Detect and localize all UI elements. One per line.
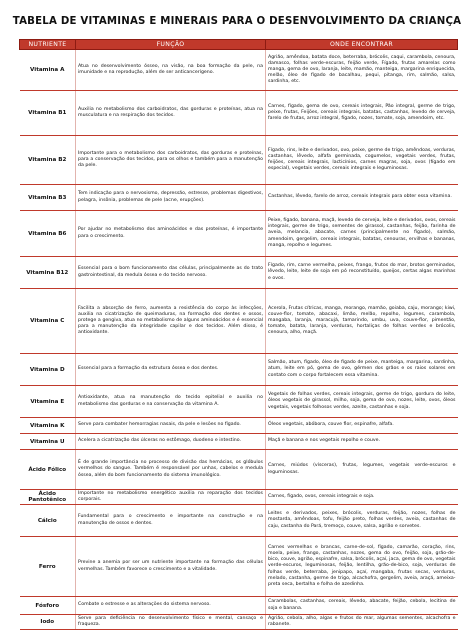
nutrient-sources: Peixe, fígado, banana, maçã, levedo de cerveja, leite e derivados, ovos, cereais integrais, germe de trigo, sementes de girassol, castanhas, feijão, farinha de aveia, melancia, abacate, carnes (principalmente no fígado), salmão, amendoim, gergelim, cereais integrais, batatas, cenouras, ervilhas e bananas, manga, repolho e legumes. <box>266 211 458 257</box>
nutrient-name: Vitamina E <box>20 386 76 418</box>
table-row <box>20 418 458 434</box>
nutrient-function: Importante para o metabolismo dos carboidratos, das gorduras e proteínas, para a conservação dos tecidos, para os olhos e também para a manutenção da pele. <box>76 136 266 185</box>
table-row <box>20 185 458 211</box>
nutrient-sources: Óleos vegetais, abóbora, couve flor, espinafre, alfafa. <box>266 418 458 434</box>
table-header-row <box>20 40 458 50</box>
nutrient-sources: Vegetais de folhas verdes, cereais integrais, germe de trigo, gordura do leite, óleos vegetais de girassol, milho, soja, gema de ovo, nozes, leite, ovos, óleos vegetais, vegetais folhosos verdes, azeite, castanhas e soja. <box>266 386 458 418</box>
nutrient-name: Iodo <box>20 615 76 630</box>
nutrient-name: Vitamina D <box>20 354 76 386</box>
nutrient-sources: Fígado, rins, leite e derivados, ovo, peixe, germe de trigo, amêndoas, verduras, castanhas, lêvedo, alfafa germinada, cogumelos, vegetais verdes, frutas, feijões, cereais integrais, lacticínios, carnes magras, soja, ovos (fígado em especial), vegetais verdes, cereais integrais e leguminosas. <box>266 136 458 185</box>
table-row <box>20 434 458 450</box>
table-row <box>20 537 458 597</box>
nutrient-sources: Fígado, rim, carne vermelha, peixes, frango, frutos do mar, brotos germinados, lêvedo, leite, leite de soja em pó reconstituído, queijos, certas algas marinhas e ovos. <box>266 257 458 289</box>
table-row <box>20 91 458 136</box>
nutrient-function: Essencial para o bom funcionamento das células, principalmente as do trato gastrointestinal, da medula óssea e do tecido nervoso. <box>76 257 266 289</box>
table-row <box>20 386 458 418</box>
nutrient-name: Vitamina A <box>20 50 76 91</box>
nutrient-name: Ferro <box>20 537 76 597</box>
nutrient-function: Auxilia no metabolismo dos carboidratos, das gorduras e proteínas, atua na musculatura e na respiração dos tecidos. <box>76 91 266 136</box>
nutrient-name: Vitamina B12 <box>20 257 76 289</box>
nutrient-sources: Carambolas, castanhas, cereais, lêvedo, abacate, feijão, cebola, lecitina de soja e banana. <box>266 597 458 615</box>
nutrient-sources: Carnes vermelhas e brancas, carne-de-sol, fígado, camarão, coração, rins, moela, peixe, frango, castanhas, nozes, gema do ovo, feijão, soja, grão-de-bico, couve, agrião, espinafre, salsa, brócolis, açaí, jaca, gema de ovo, vegetais verde-escuros, leguminosas, feijão, lentilha, grão-de-bico, soja, verduras de folhas verde, beterraba, jenipapo, açaí, mangaba, frutas secas, verduras, melado, castanha, germe de trigo, alcachofra, gergelim, aveia, araçá, ameixa-preta seca, bertalha e folha de azedinha. <box>266 537 458 597</box>
nutrient-function: É de grande importância no processo de divisão das hemácias, os glóbulos vermelhos do sangue. Também é responsável por unhas, cabelos e medula óssea, além do bom funcionamento do sistema imunológico. <box>76 450 266 490</box>
table-row <box>20 615 458 630</box>
nutrient-function: Previne a anemia por ser um nutriente importante na formação das células vermelhas. Também favorece o crescimento e a vitalidade. <box>76 537 266 597</box>
nutrient-name: Vitamina B6 <box>20 211 76 257</box>
nutrient-name: Cálcio <box>20 505 76 537</box>
header-onde: ONDE ENCONTRAR <box>266 40 458 50</box>
nutrient-name: Vitamina K <box>20 418 76 434</box>
nutrient-name: Vitamina U <box>20 434 76 450</box>
nutrient-name: Vitamina B3 <box>20 185 76 211</box>
nutrient-function: Serve para deficiência no desenvolvimento físico e mental, cansaço e fraqueza. <box>76 615 266 630</box>
table-row <box>20 450 458 490</box>
table-row <box>20 257 458 289</box>
nutrient-name: Fósforo <box>20 597 76 615</box>
nutrient-sources: Salmão, atum, fígado, óleo de fígado de peixe, manteiga, margarina, sardinha, atum, leite em pó, gema de ovo, gérmen dos grãos e os raios solares em contato com o corpo fortalecem essa vitamina. <box>266 354 458 386</box>
table-row <box>20 211 458 257</box>
header-nutriente: NUTRIENTE <box>20 40 76 50</box>
nutrient-function: Acelera a cicatrização das úlceras no estômago, duodeno e intestino. <box>76 434 266 450</box>
table-row <box>20 50 458 91</box>
nutrient-name: Vitamina B1 <box>20 91 76 136</box>
header-funcao: FUNÇÃO <box>76 40 266 50</box>
table-row <box>20 136 458 185</box>
nutrient-sources: Carnes, miúdos (vísceras), frutas, legumes, vegetais verde-escuros e leguminosas. <box>266 450 458 490</box>
nutrient-sources: Acerola, Frutas cítricas, manga, morango, mamão, goiaba, caju, morango; kiwi, couve-flor, tomate, abacaxi, limão, melão, repolho, legumes, carambola, mangaba, laranja, maracujá, tamarindo, umbu, uva, couve-flor, pimentão, tomate, batata, laranja, verduras, hortaliças de folhas verdes e brócolis, cenoura, alho, maçã. <box>266 289 458 354</box>
nutrient-function: Por ajudar no metabolismo dos aminoácidos e das proteínas, é importante para o crescimento. <box>76 211 266 257</box>
nutrient-function: Combate o estresse e as alterações do sistema nervoso. <box>76 597 266 615</box>
nutrient-sources: Carnes, fígado, ovos, cereais integrais e soja. <box>266 490 458 505</box>
nutrient-function: Fundamental para o crescimento e importante na construção e na manutenção de ossos e dentes. <box>76 505 266 537</box>
nutrient-name: Vitamina C <box>20 289 76 354</box>
nutrient-function: Essencial para a formação da estrutura óssea e dos dentes. <box>76 354 266 386</box>
table-row <box>20 289 458 354</box>
nutrient-sources: Agrião, amêndoa, batata doce, beterraba, brócolis, caqui, carambola, cenoura, damasco, folhas verde-escuras, feijão verde, Fígado, frutas amarelas como manga, gema de ovo, laranja, leite, mamão, manteiga, margarina enriquecida, melão, óleo de fígado de bacalhau, pequi, pitanga, rim, salmão, salsa, sardinha, etc. <box>266 50 458 91</box>
nutrient-sources: Maçã e banana e nos vegetais repolho e couve. <box>266 434 458 450</box>
nutrient-function: Tem indicação para o nervosismo, depressão, estresse, problemas digestivos, pelagra, insônia, problemas de pele (acne, erupções). <box>76 185 266 211</box>
nutrient-sources: Leites e derivados, peixes, brócolis, verduras, feijão, nozes, folhas de mostarda, amêndoas, tofu, feijão preto, folhas verdes, aveia, castanhas de caju, castanha do Pará, tremoço, couve, salsa, agrião e sorvetes. <box>266 505 458 537</box>
vitamins-table <box>19 39 458 630</box>
nutrient-function: Antioxidante, atua na manutenção do tecido epitelial e auxilia no metabolismo das gorduras e na conservação da vitamina A. <box>76 386 266 418</box>
table-row <box>20 490 458 505</box>
nutrient-function: Serve para combater hemorragias nasais, da pele e lesões no fígado. <box>76 418 266 434</box>
nutrient-name: Vitamina B2 <box>20 136 76 185</box>
table-row <box>20 354 458 386</box>
nutrient-function: Importante no metabolismo energético auxilia na reparação dos tecidos corporais. <box>76 490 266 505</box>
nutrient-sources: Agrião, cebola, alho, algas e frutos do mar, algumas sementes, alcachofra e rabanete. <box>266 615 458 630</box>
table-row <box>20 505 458 537</box>
nutrient-name: Ácido Pantotênico <box>20 490 76 505</box>
nutrient-name: Ácido Fólico <box>20 450 76 490</box>
nutrient-sources: Carnes, fígado, gema de ovo, cereais integrais, Pão integral, germe de trigo, peixe, frutas, Feijões, cereais integrais, batatas, castanhas, levedo de cerveja, farelo de frutas, arroz integral, fígado, nozes, tomate, soja, amendoim, etc. <box>266 91 458 136</box>
table-row <box>20 597 458 615</box>
nutrient-function: Facilita a absorção de ferro, aumenta a resistência do corpo às infecções, auxilia na cicatrização de queimaduras, na formação dos dentes e ossos, protege a gengiva, atua no metabolismo de alguns aminoácidos e é essencial para a manutenção da integridade capilar e dos tecidos. Além disso, é antioxidante. <box>76 289 266 354</box>
document-title: TABELA DE VITAMINAS E MINERAIS PARA O DESENVOLVIMENTO DA CRIANÇA <box>12 16 462 27</box>
nutrient-function: Atua no desenvolvimento ósseo, na visão, na boa formação da pele, na imunidade e na reprodução, além de ser anticancerígeno. <box>76 50 266 91</box>
nutrient-sources: Castanhas, lêvedo, farelo de arroz, cereais integrais para obter essa vitamina. <box>266 185 458 211</box>
